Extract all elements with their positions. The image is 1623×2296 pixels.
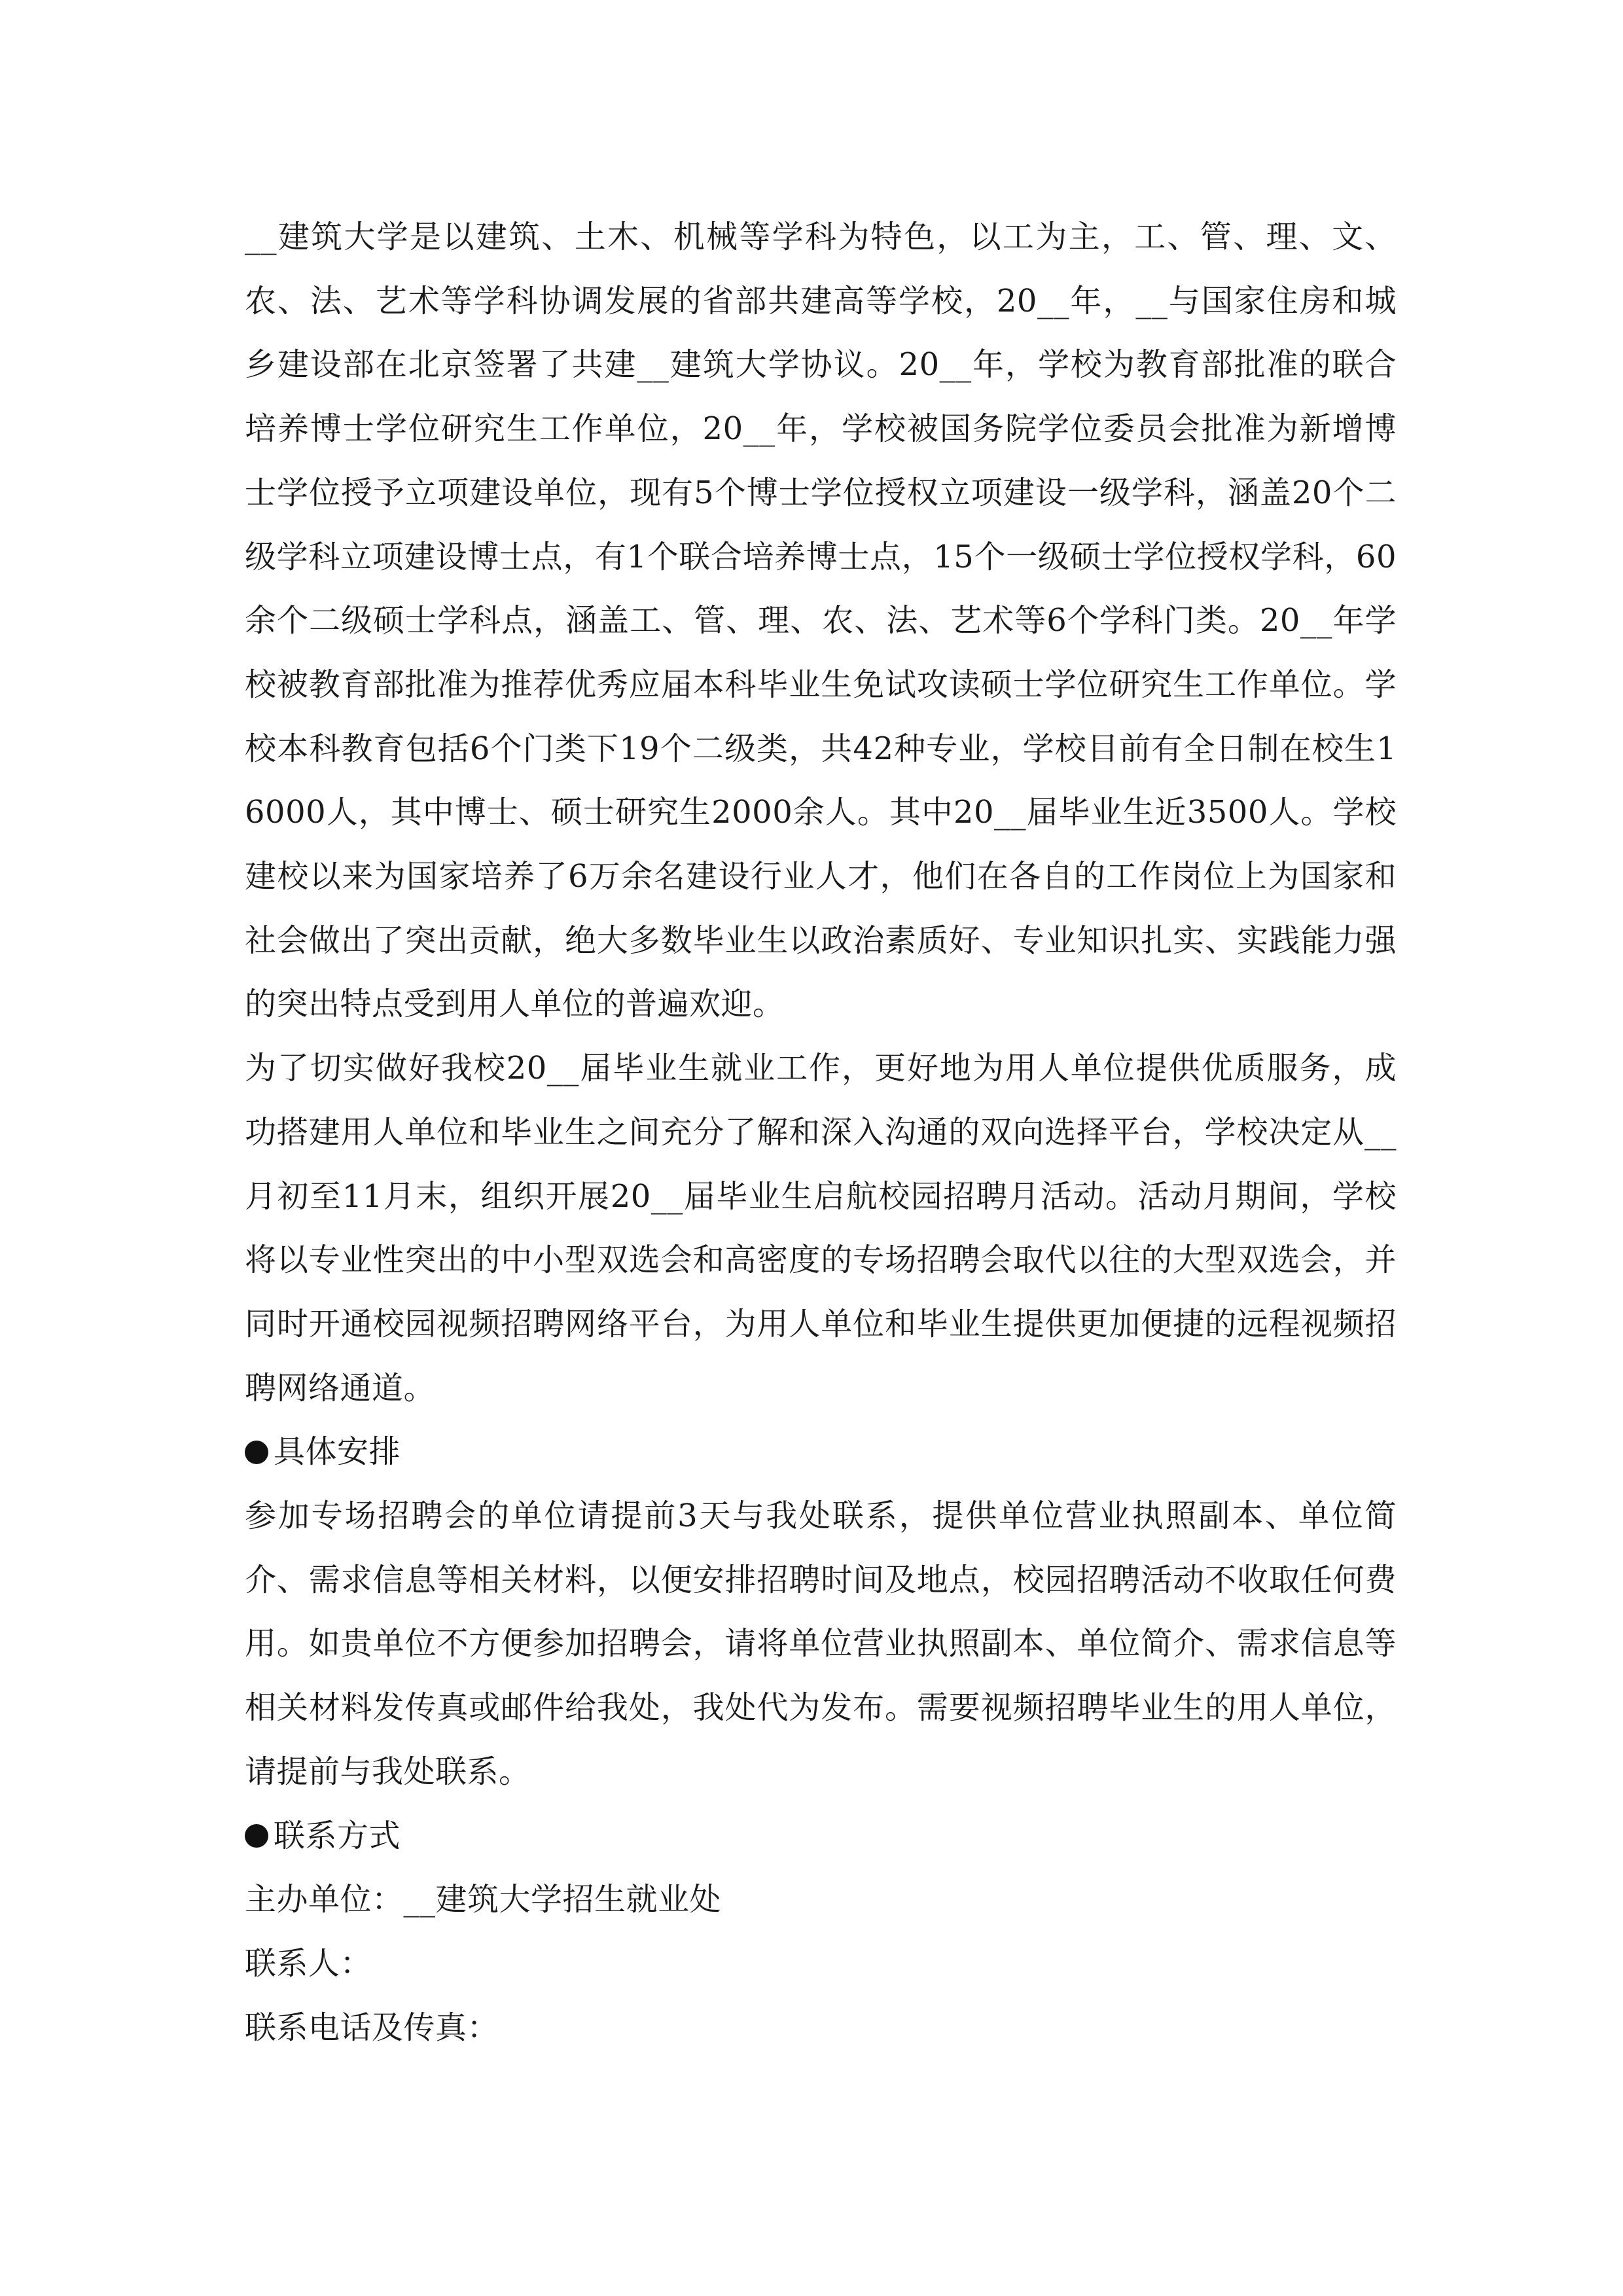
- arrangement-paragraph: 参加专场招聘会的单位请提前3天与我处联系，提供单位营业执照副本、单位简介、需求信息等相关材料，以便安排招聘时间及地点，校园招聘活动不收取任何费用。如贵单位不方便参加招聘会，请将单位营业执照副本、单位简介、需求信息等相关材料发传真或邮件给我处，我处代为发布。需要视频招聘毕业生的用人单位，请提前与我处联系。: [245, 1498, 1397, 1790]
- section-title-arrangement: 具体安排: [274, 1433, 401, 1471]
- document-body: [245, 206, 1397, 2060]
- section-heading-arrangement: [245, 1420, 1397, 1484]
- bullet-icon: [245, 1824, 268, 1848]
- activity-paragraph: 为了切实做好我校20__届毕业生就业工作，更好地为用人单位提供优质服务，成功搭建用人单位和毕业生之间充分了解和深入沟通的双向选择平台，学校决定从__月初至11月末，组织开展20__届毕业生启航校园招聘月活动。活动月期间，学校将以专业性突出的中小型双选会和高密度的专场招聘会取代以往的大型双选会，并同时开通校园视频招聘网络平台，为用人单位和毕业生提供更加便捷的远程视频招聘网络通道。: [245, 1050, 1397, 1407]
- organizer-line: 主办单位：__建筑大学招生就业处: [245, 1881, 722, 1918]
- section-heading-contact: [245, 1804, 1397, 1869]
- intro-paragraph: __建筑大学是以建筑、土木、机械等学科为特色，以工为主，工、管、理、文、农、法、艺术等学科协调发展的省部共建高等学校，20__年，__与国家住房和城乡建设部在北京签署了共建__建筑大学协议。20__年，学校为教育部批准的联合培养博士学位研究生工作单位，20__年，学校被国务院学位委员会批准为新增博士学位授予立项建设单位，现有5个博士学位授权立项建设一级学科，涵盖20个二级学科立项建设博士点，有1个联合培养博士点，15个一级硕士学位授权学科，60余个二级硕士学科点，涵盖工、管、理、农、法、艺术等6个学科门类。20__年学校被教育部批准为推荐优秀应届本科毕业生免试攻读硕士学位研究生工作单位。学校本科教育包括6个门类下19个二级类，共42种专业，学校目前有全日制在校生16000人，其中博士、硕士研究生2000余人。其中20__届毕业生近3500人。学校建校以来为国家培养了6万余名建设行业人才，他们在各自的工作岗位上为国家和社会做出了突出贡献，绝大多数毕业生以政治素质好、专业知识扎实、实践能力强的突出特点受到用人单位的普遍欢迎。: [245, 219, 1397, 1023]
- contact-person-line: 联系人：: [245, 1945, 372, 1982]
- phone-fax-line: 联系电话及传真：: [245, 2009, 499, 2046]
- section-title-contact: 联系方式: [274, 1817, 401, 1854]
- bullet-icon: [245, 1441, 268, 1464]
